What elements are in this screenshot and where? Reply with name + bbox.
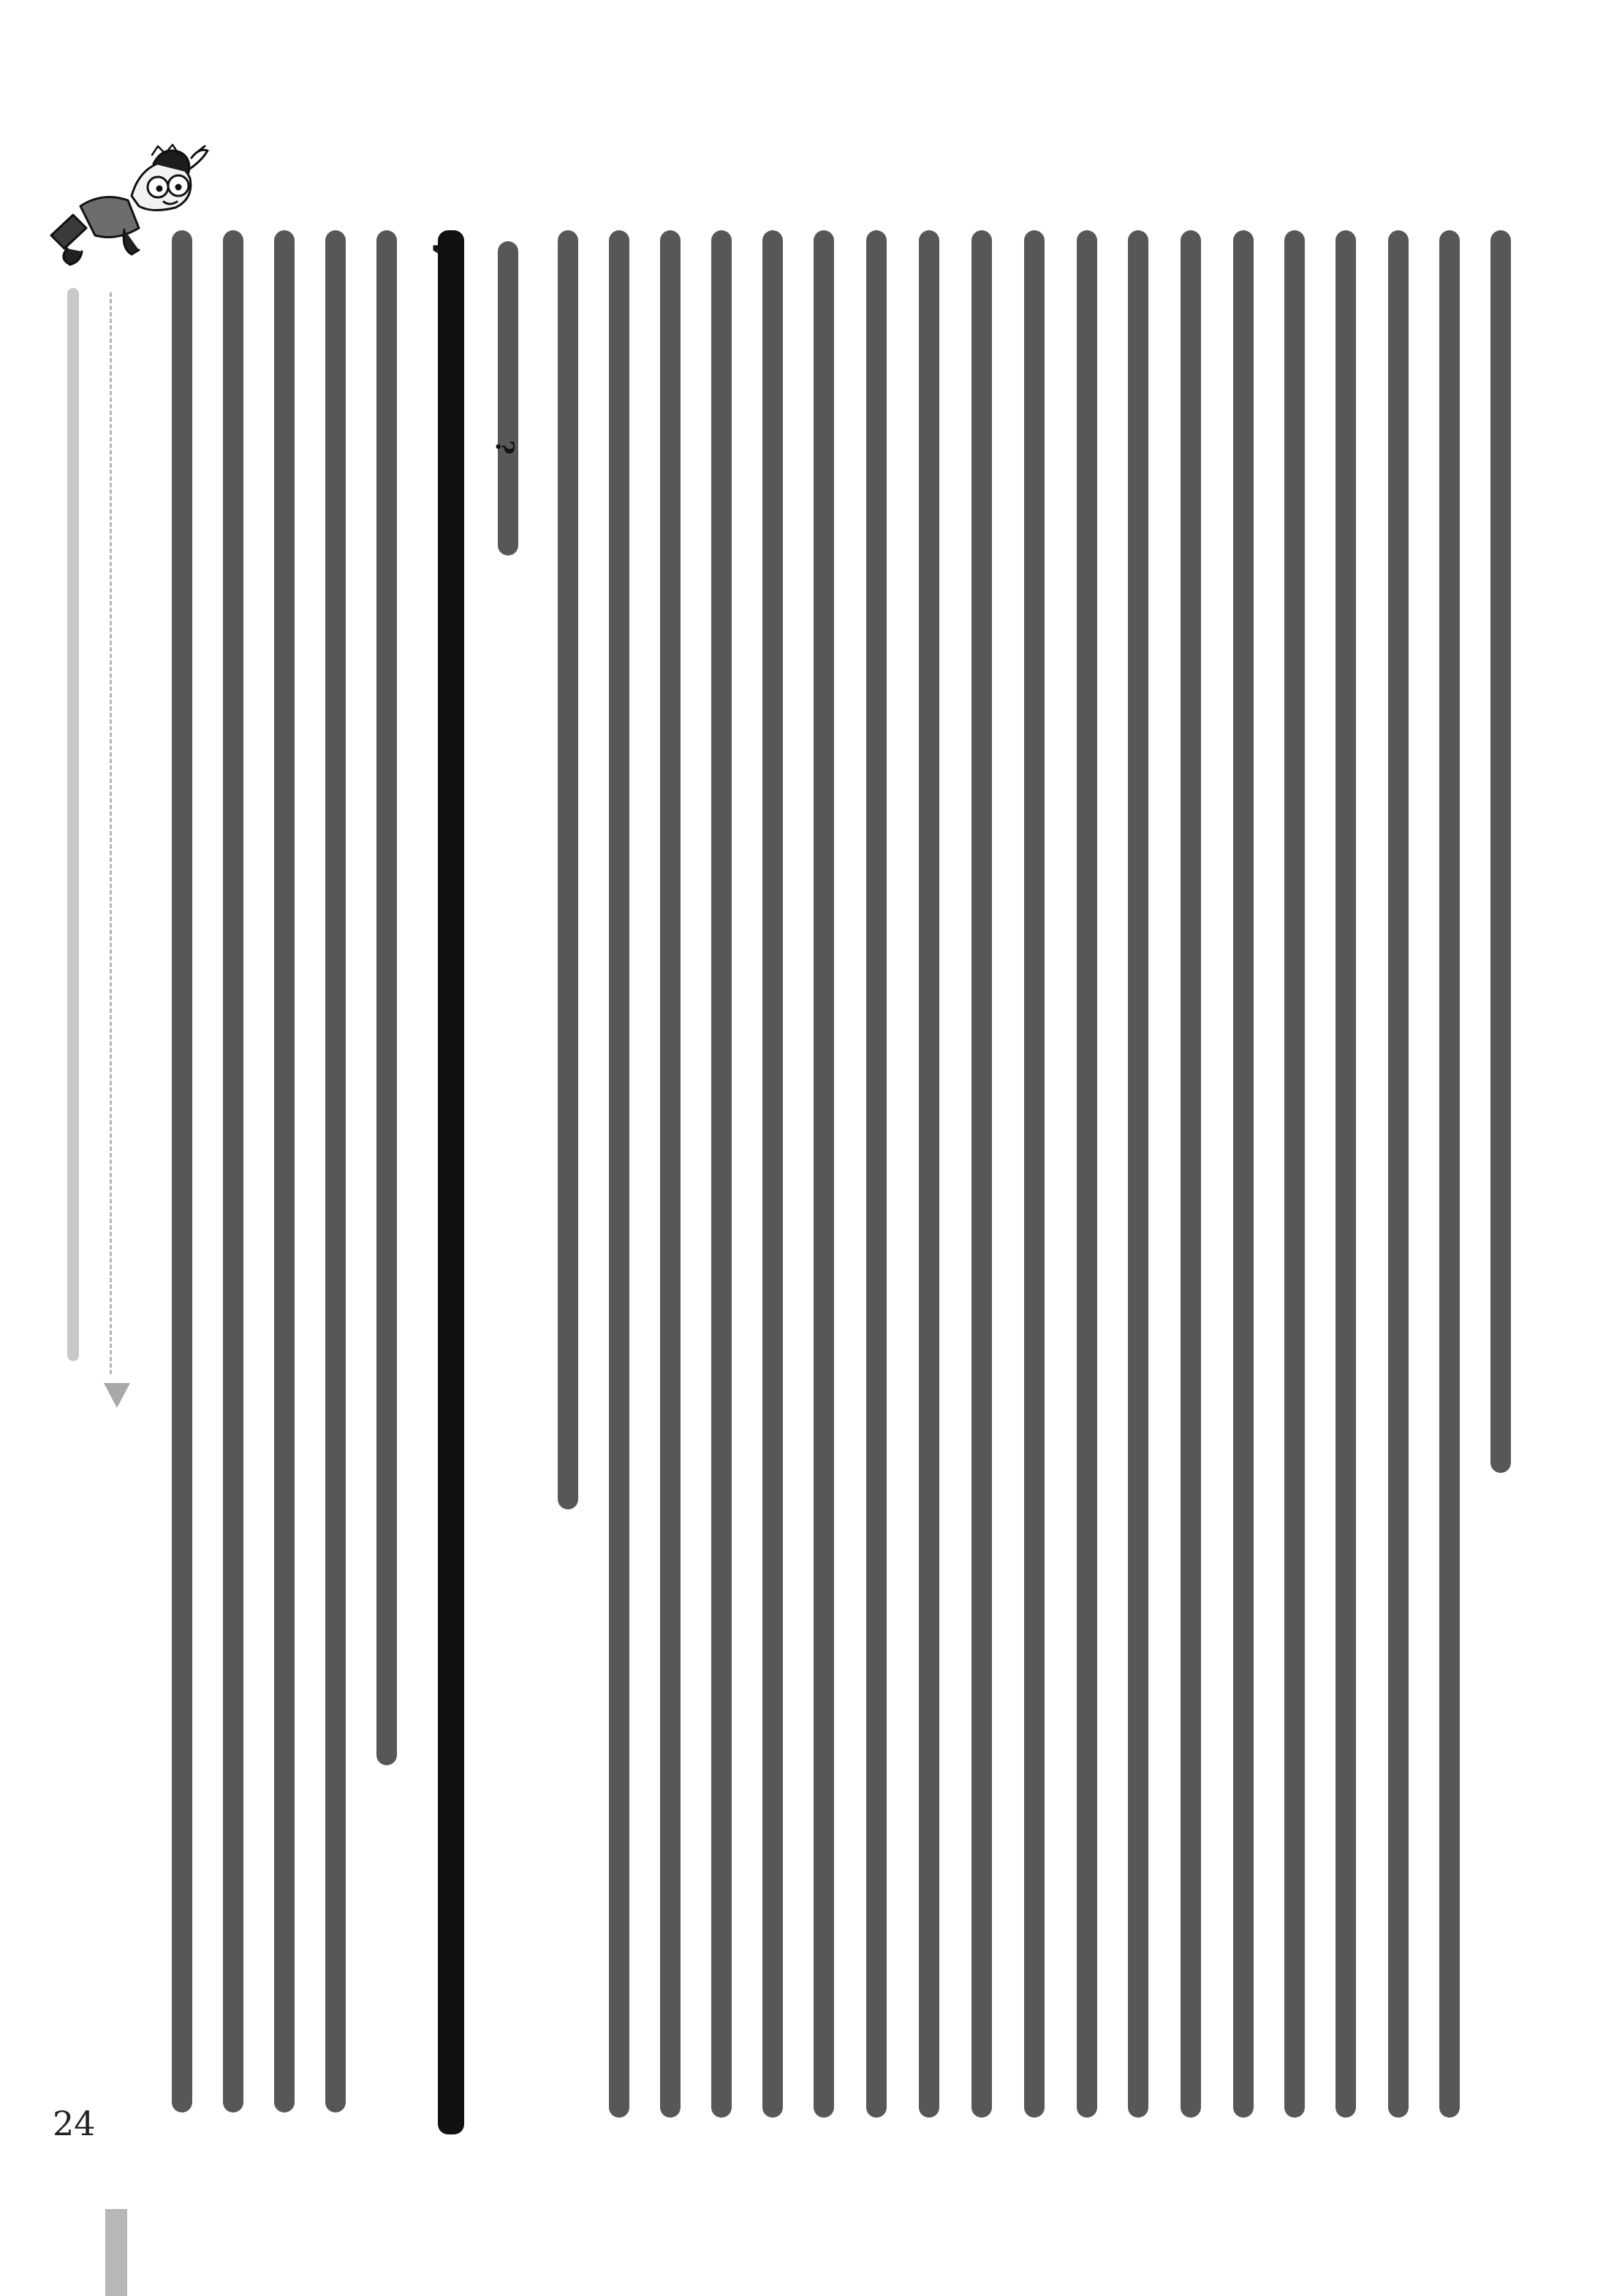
script-glyph-run xyxy=(1181,230,1201,2118)
page-edge-tab xyxy=(105,2209,127,2296)
script-glyph-run xyxy=(1233,230,1254,2118)
script-glyph-run xyxy=(919,230,939,2118)
script-glyph-run xyxy=(376,230,397,1765)
text-column xyxy=(1015,230,1054,2118)
script-glyph-run xyxy=(172,230,192,2113)
script-glyph-run xyxy=(558,230,578,1509)
header-dashed-rule xyxy=(110,292,112,1374)
script-glyph-run xyxy=(814,230,834,2118)
script-glyph-run xyxy=(274,230,295,2113)
text-column xyxy=(1118,230,1158,2118)
script-glyph-run xyxy=(971,230,992,2118)
question-mark: ? xyxy=(489,440,519,455)
script-glyph-run xyxy=(609,230,629,2118)
script-glyph-run xyxy=(498,241,518,556)
question-heading-line xyxy=(428,230,471,2134)
script-glyph-run xyxy=(660,230,681,2118)
text-column xyxy=(162,230,202,2113)
text-column xyxy=(1430,230,1469,2118)
text-column xyxy=(857,230,896,2118)
text-column xyxy=(1379,230,1418,2118)
text-column xyxy=(753,230,792,2118)
script-glyph-run xyxy=(762,230,783,2118)
script-glyph-run xyxy=(438,230,464,2134)
text-column xyxy=(316,230,355,2113)
text-column xyxy=(367,230,406,1765)
script-glyph-run xyxy=(711,230,732,2118)
text-column xyxy=(1171,230,1210,2118)
running-header-text xyxy=(66,285,82,1367)
text-column xyxy=(702,230,741,2118)
text-column xyxy=(1224,230,1263,2118)
script-glyph-run xyxy=(1439,230,1460,2118)
text-column xyxy=(1067,230,1107,2118)
script-glyph-run xyxy=(866,230,887,2118)
text-column xyxy=(548,230,588,1509)
text-column xyxy=(488,241,528,556)
script-glyph-run xyxy=(1335,230,1356,2118)
text-column xyxy=(213,230,253,2113)
text-column xyxy=(265,230,304,2113)
text-column xyxy=(962,230,1001,2118)
text-column xyxy=(599,230,639,2118)
page-number: 24 xyxy=(53,2104,96,2143)
triangle-arrow-icon xyxy=(104,1383,130,1408)
script-glyph-run xyxy=(1284,230,1305,2118)
text-column xyxy=(804,230,844,2118)
running-header xyxy=(44,285,110,1425)
text-column xyxy=(909,230,949,2118)
text-column xyxy=(1275,230,1314,2118)
script-glyph-run xyxy=(1077,230,1097,2118)
script-glyph-run xyxy=(1490,230,1511,1473)
text-column xyxy=(1326,230,1365,2118)
text-column xyxy=(1481,230,1520,1473)
script-glyph-run xyxy=(223,230,243,2113)
question-number: 4. xyxy=(428,231,461,260)
script-glyph-run xyxy=(325,230,346,2113)
text-column xyxy=(651,230,690,2118)
script-glyph-run xyxy=(1024,230,1045,2118)
script-glyph-run xyxy=(1388,230,1409,2118)
script-glyph-run xyxy=(1128,230,1148,2118)
